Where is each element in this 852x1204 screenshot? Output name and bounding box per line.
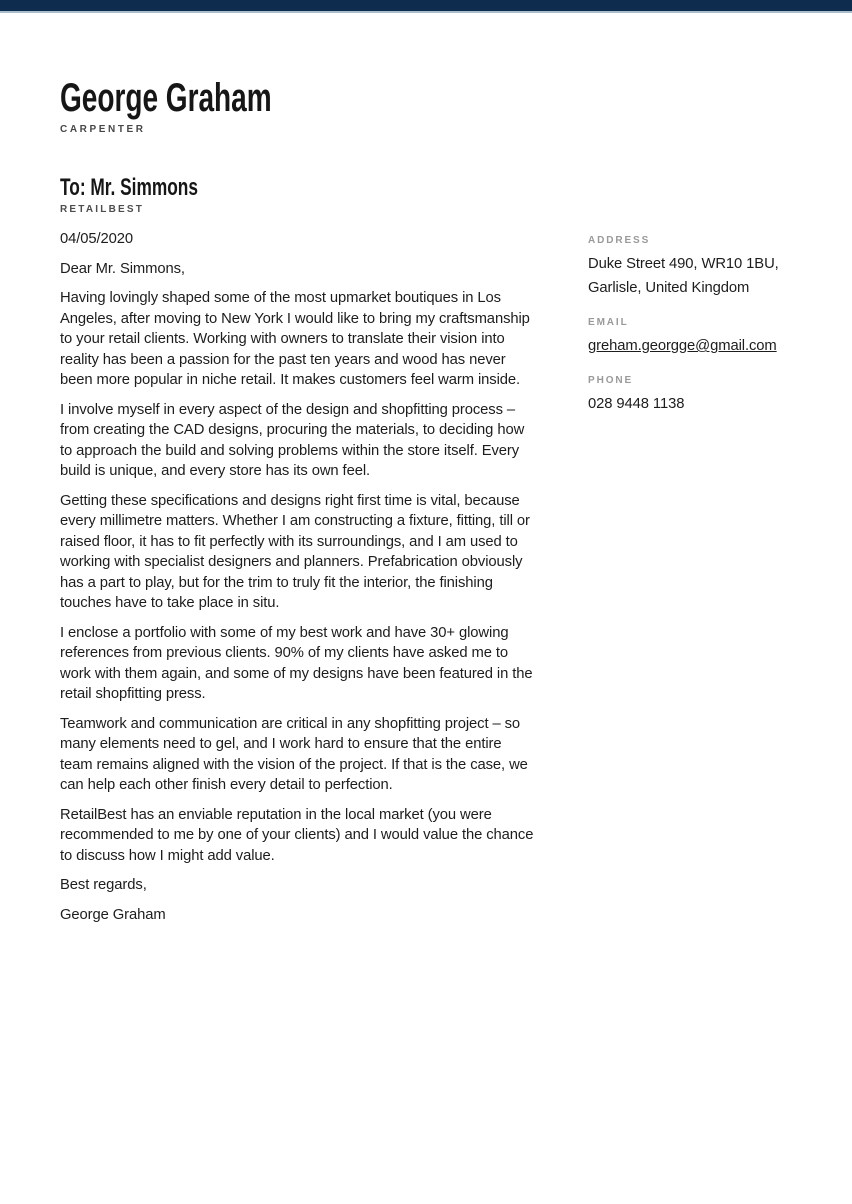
- address-section: [588, 235, 788, 300]
- recipient-company: RETAILBEST: [60, 204, 145, 216]
- phone-section: [588, 375, 788, 416]
- recipient-block: [60, 175, 252, 215]
- letter-paragraph: RetailBest has an enviable reputation in the local market (you were recommended to me by one of your clients) and I would value the chance to discuss how I might add value.: [60, 806, 534, 864]
- email-section: [588, 317, 788, 358]
- address-line-1: Duke Street 490, WR10 1BU,: [588, 256, 779, 272]
- address-line-2: Garlisle, United Kingdom: [588, 280, 750, 296]
- letter-paragraph: Teamwork and communication are critical in any shopfitting project – so many elements need to gel, and I work hard to ensure that the entire team remains aligned with the vision of the project. If that is the case, we can help each other finish every detail to perfection.: [60, 715, 528, 793]
- address-label: ADDRESS: [588, 235, 651, 246]
- letter-body: [60, 229, 536, 925]
- letter-header: [60, 77, 362, 135]
- email-link[interactable]: greham.georgge@gmail.com: [588, 338, 777, 354]
- letter-closing: Best regards,: [60, 877, 147, 893]
- cover-letter-page: [0, 13, 852, 1204]
- page-top-accent-bar: [0, 0, 852, 11]
- author-name: George Graham: [60, 76, 272, 120]
- letter-paragraph: I involve myself in every aspect of the design and shopfitting process – from creating the CAD designs, procuring the materials, to deciding how to approach the build and solving problems within the store itself. Every build is unique, and every store has its own feel.: [60, 401, 525, 479]
- phone-value: 028 9448 1138: [588, 396, 685, 412]
- author-role: CARPENTER: [60, 124, 146, 135]
- phone-label: PHONE: [588, 375, 634, 386]
- letter-signature: George Graham: [60, 906, 166, 923]
- email-label: EMAIL: [588, 317, 629, 328]
- contact-sidebar: [588, 235, 788, 433]
- letter-greeting: Dear Mr. Simmons,: [60, 260, 185, 277]
- letter-date: 04/05/2020: [60, 231, 134, 247]
- letter-paragraph: I enclose a portfolio with some of my best work and have 30+ glowing references from previous clients. 90% of my clients have asked me to work with them again, and some of my designs have been featured in the retail shopfitting press.: [60, 624, 533, 702]
- recipient-name: To: Mr. Simmons: [60, 174, 198, 201]
- letter-paragraph: Getting these specifications and designs right first time is vital, because every millimetre matters. Whether I am constructing a fixture, fitting, till or raised floor, it has to fit perfectly with its surroundings, and I am used to working with specialist designers and planners. Prefabrication obviously has a part to play, but for the trim to truly fit the interior, the finishing touches have to take place in situ.: [60, 492, 530, 611]
- letter-paragraph: Having lovingly shaped some of the most upmarket boutiques in Los Angeles, after moving to New York I would like to bring my craftsmanship to your retail clients. Working with owners to translate their vision into reality has been a passion for the past ten years and wood has never been more popular in niche retail. It makes customers feel warm inside.: [60, 290, 530, 388]
